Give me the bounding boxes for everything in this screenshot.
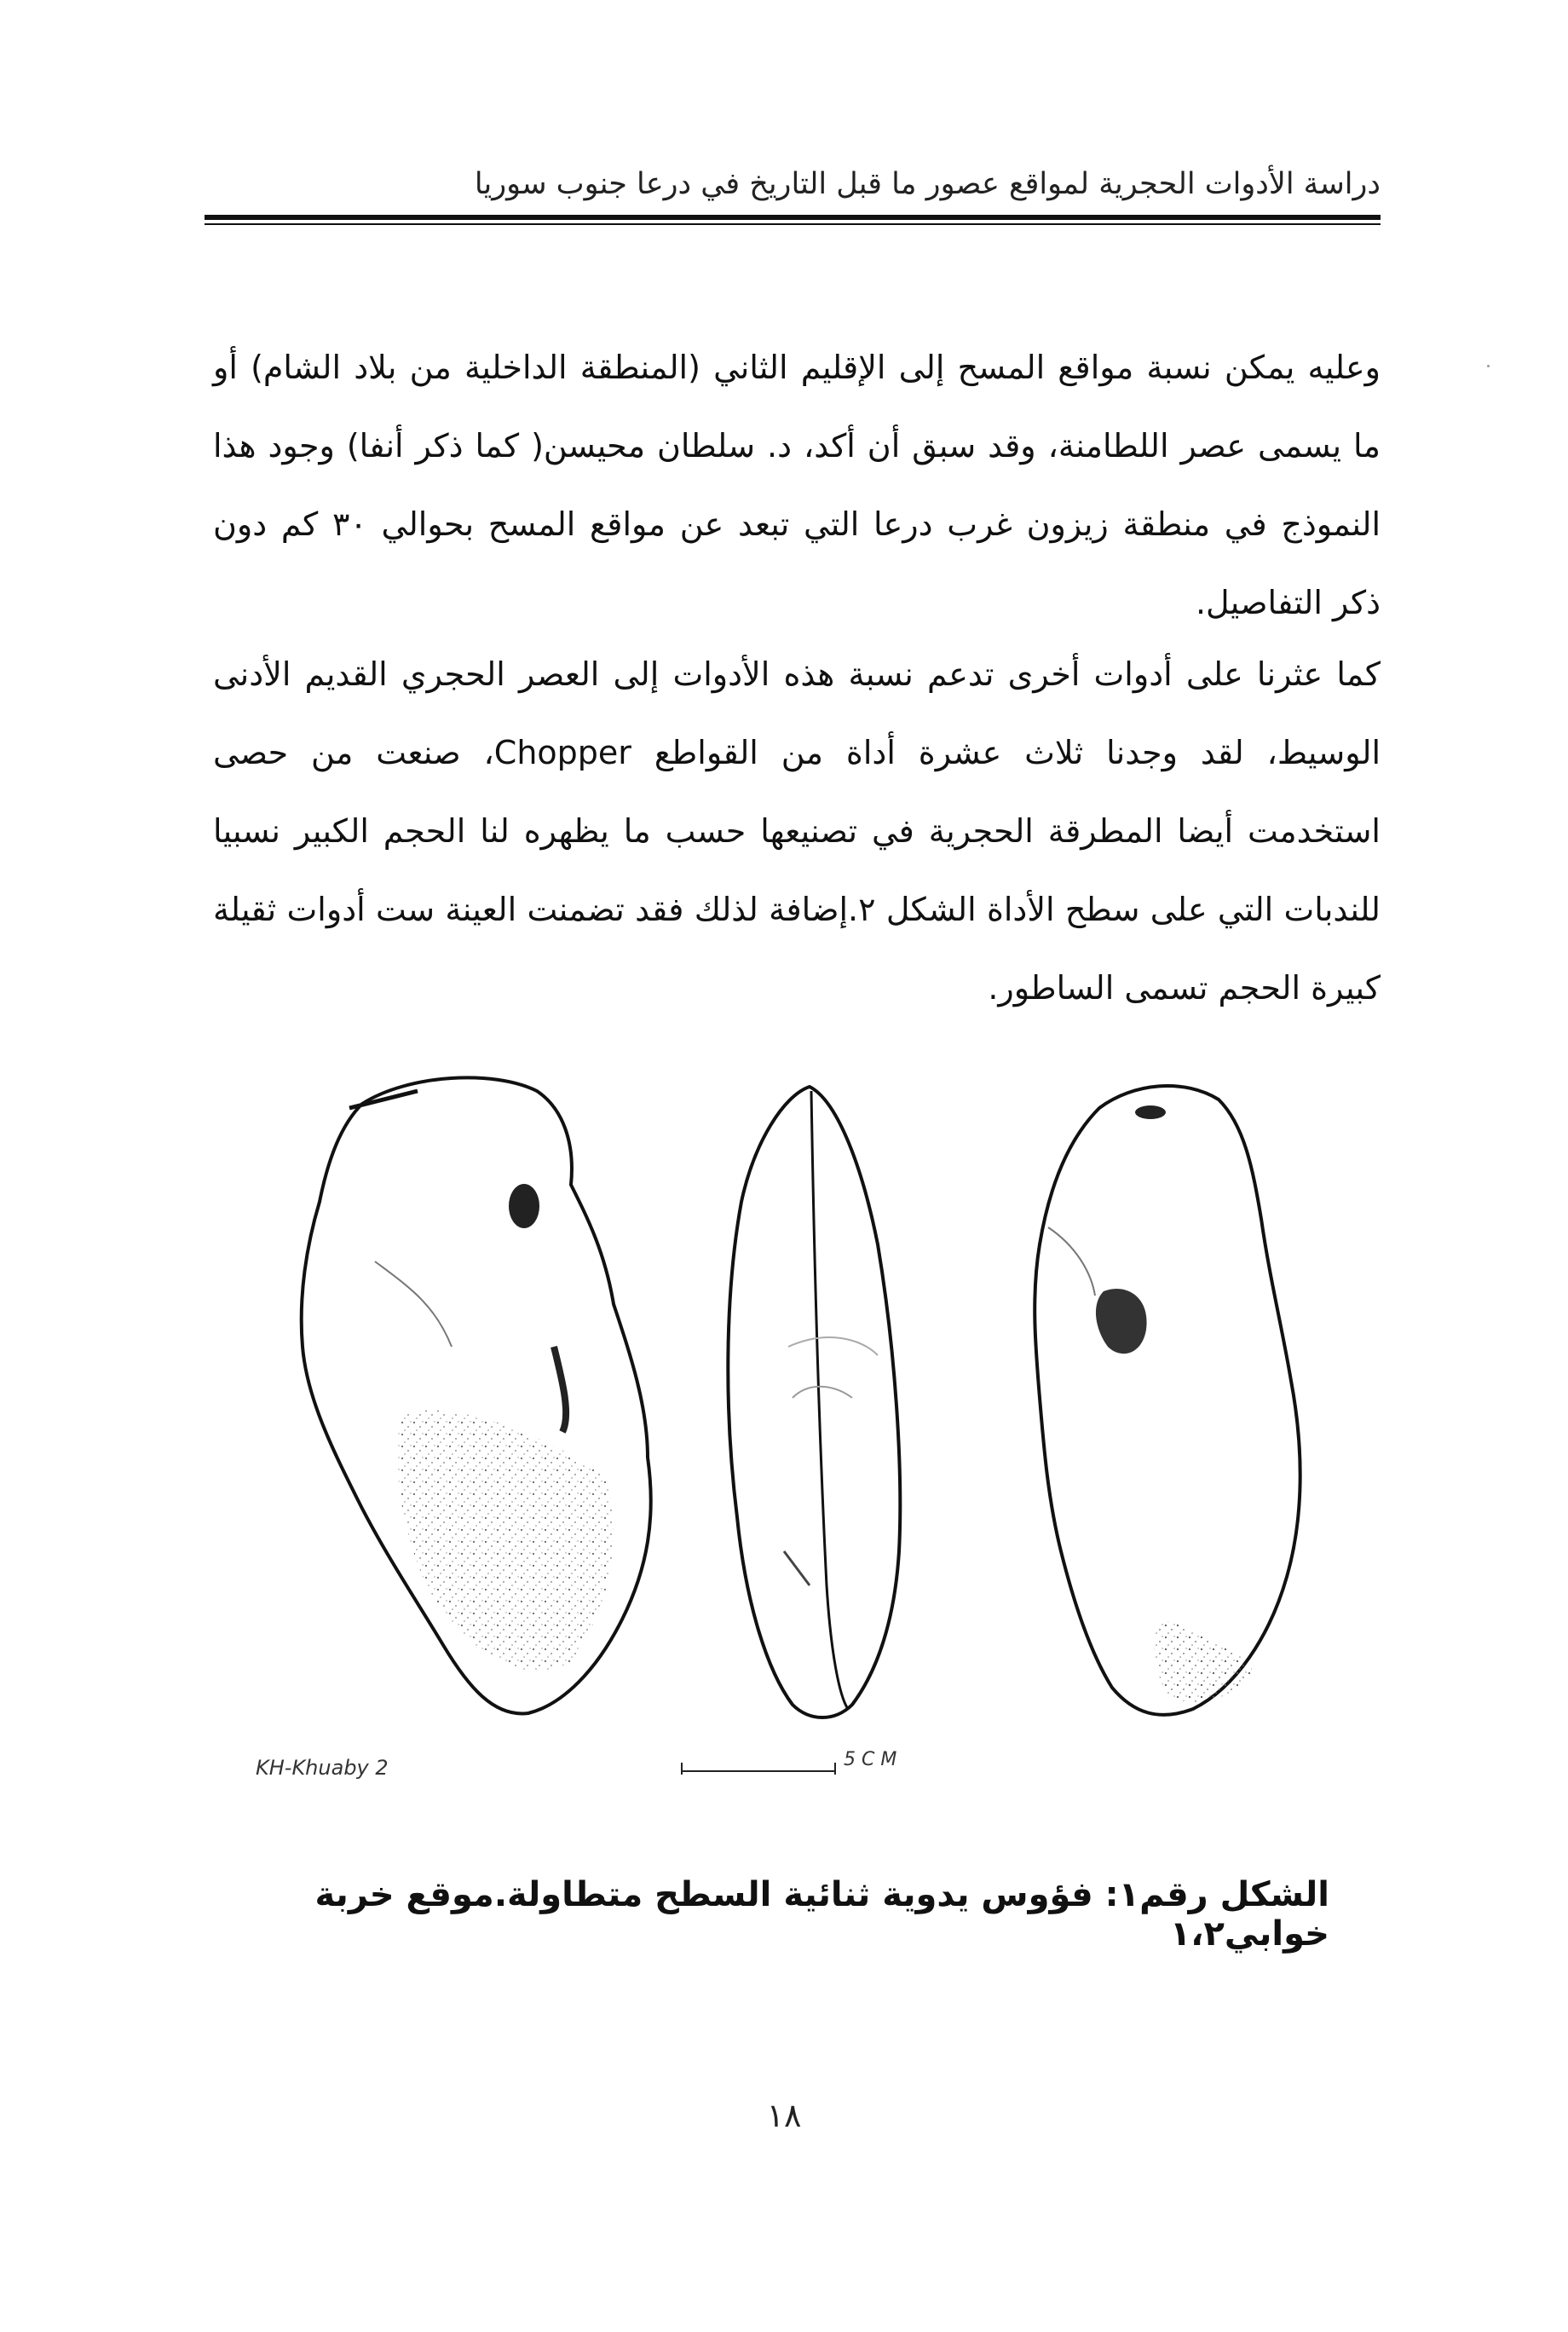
hand-axe-drawings: [281, 1074, 1389, 1824]
running-header: دراسة الأدوات الحجرية لمواقع عصور ما قبل التاريخ في درعا جنوب سوريا: [474, 167, 1381, 201]
site-label: KH-Khuaby 2: [256, 1756, 389, 1780]
stray-dot: [1487, 365, 1490, 367]
paragraph-2: كما عثرنا على أدوات أخرى تدعم نسبة هذه الأدوات إلى العصر الحجري القديم الأدنى الوسيط، لقد وجدنا ثلاث عشرة أداة من القواطع Chopper، صنعت من حصى استخدمت أيضا المطرقة الحجرية في تصنيعها حسب ما يظهره لنا الحجم الكبير نسبيا للندبات التي على سطح الأداة الشكل ٢.إضافة لذلك فقد تضمنت العينة ست أدوات ثقيلة كبيرة الحجم تسمى الساطور.: [213, 655, 1381, 1007]
hand-axe-profile: [728, 1087, 900, 1717]
header-rule-thin: [205, 223, 1381, 225]
scale-label: 5 C M: [844, 1749, 897, 1770]
page-number: ١٨: [766, 2097, 802, 2134]
figure-hand-axes: [281, 1074, 1389, 1824]
figure-caption: الشكل رقم١: فؤوس يدوية ثنائية السطح متطاولة.موقع خربة خوابي١،٢: [314, 1875, 1329, 1954]
paragraph-1: وعليه يمكن نسبة مواقع المسح إلى الإقليم الثاني (المنطقة الداخلية من بلاد الشام) أو ما يسمى عصر اللطامنة، وقد سبق أن أكد، د. سلطان محيسن( كما ذكر أنفا) وجود هذا النموذج في منطقة زيزون غرب درعا التي تبعد عن مواقع المسح بحوالي ٣٠ كم دون ذكر التفاصيل.: [213, 349, 1381, 621]
header-rule-thick: [205, 215, 1381, 220]
hand-axe-face-left: [302, 1077, 651, 1713]
hand-axe-face-right: [1035, 1086, 1300, 1715]
scale-bar: [682, 1763, 835, 1775]
